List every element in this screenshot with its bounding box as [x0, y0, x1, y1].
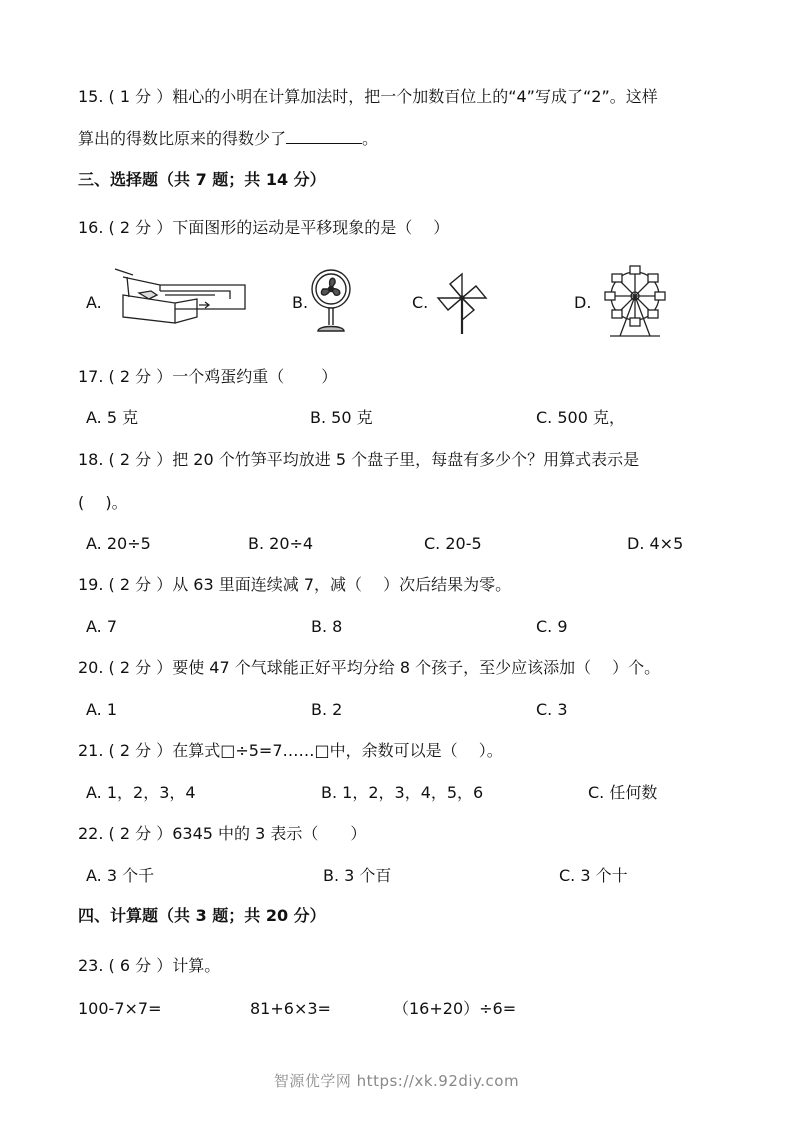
q15-line2: [78, 129, 378, 149]
q20-option-a[interactable]: A. 1: [86, 700, 118, 719]
q16-option-a-label: A.: [86, 293, 102, 312]
q22-stem: 22. ( 2 分 ）6345 中的 3 表示（ ）: [78, 824, 367, 843]
q19-option-b[interactable]: B. 8: [311, 617, 343, 636]
q20-option-c[interactable]: C. 3: [536, 700, 568, 719]
q18-option-b[interactable]: B. 20÷4: [248, 534, 314, 553]
q19-stem: 19. ( 2 分 ）从 63 里面连续减 7，减（ ）次后结果为零。: [78, 575, 512, 594]
q22-option-b[interactable]: B. 3 个百: [323, 866, 392, 885]
q19-option-c[interactable]: C. 9: [536, 617, 568, 636]
q21-option-c[interactable]: C. 任何数: [588, 783, 658, 802]
q23-expr-1: 100-7×7=: [78, 999, 162, 1018]
q22-option-c[interactable]: C. 3 个十: [559, 866, 628, 885]
q18-option-c[interactable]: C. 20-5: [424, 534, 482, 553]
q17-stem: 17. ( 2 分 ）一个鸡蛋约重（ ）: [78, 367, 338, 386]
q17-option-c[interactable]: C. 500 克，: [536, 408, 625, 427]
q23-stem: 23. ( 6 分 ）计算。: [78, 956, 221, 975]
footer-watermark: 智源优学网 https://xk.92diy.com: [273, 1072, 520, 1090]
q20-stem: 20. ( 2 分 ）要使 47 个气球能正好平均分给 8 个孩子，至少应该添加（ ）个。: [78, 658, 661, 677]
q23-expr-3: （16+20）÷6=: [393, 999, 517, 1018]
q16-option-c-label: C.: [412, 293, 429, 312]
q15-answer-blank[interactable]: [286, 129, 362, 144]
q18-stem: 18. ( 2 分 ）把 20 个竹笋平均放进 5 个盘子里，每盘有多少个？用算式表示是: [78, 450, 640, 469]
q18-option-d[interactable]: D. 4×5: [627, 534, 684, 553]
ferris-wheel-icon: [596, 264, 674, 340]
q17-option-b[interactable]: B. 50 克: [310, 408, 373, 427]
q15-line1: 15. ( 1 分 ）粗心的小明在计算加法时，把一个加数百位上的“4”写成了“2”。这样: [78, 87, 658, 106]
q21-stem: 21. ( 2 分 ）在算式□÷5=7……□中，余数可以是（ ）。: [78, 741, 503, 760]
section4-title: 四、计算题（共 3 题；共 20 分）: [78, 906, 326, 925]
q15-text-before: 算出的得数比原来的得数少了: [78, 129, 287, 148]
q15-text-after: 。: [362, 129, 379, 148]
q18-stem-continued: ( )。: [78, 493, 128, 512]
q21-option-a[interactable]: A. 1，2，3，4: [86, 783, 196, 802]
q22-option-a[interactable]: A. 3 个千: [86, 866, 155, 885]
q16-stem: 16. ( 2 分 ）下面图形的运动是平移现象的是（ ）: [78, 218, 450, 237]
q16-option-b-label: B.: [292, 293, 309, 312]
electric-fan-icon: [308, 267, 354, 335]
q18-option-a[interactable]: A. 20÷5: [86, 534, 151, 553]
q17-option-a[interactable]: A. 5 克: [86, 408, 139, 427]
drawer-push-icon: [105, 265, 250, 327]
section3-title: 三、选择题（共 7 题；共 14 分）: [78, 170, 326, 189]
q19-option-a[interactable]: A. 7: [86, 617, 118, 636]
q16-option-d-label: D.: [574, 293, 592, 312]
q20-option-b[interactable]: B. 2: [311, 700, 343, 719]
q23-expr-2: 81+6×3=: [250, 999, 331, 1018]
q21-option-b[interactable]: B. 1，2，3，4，5，6: [321, 783, 484, 802]
pinwheel-icon: [436, 270, 488, 336]
